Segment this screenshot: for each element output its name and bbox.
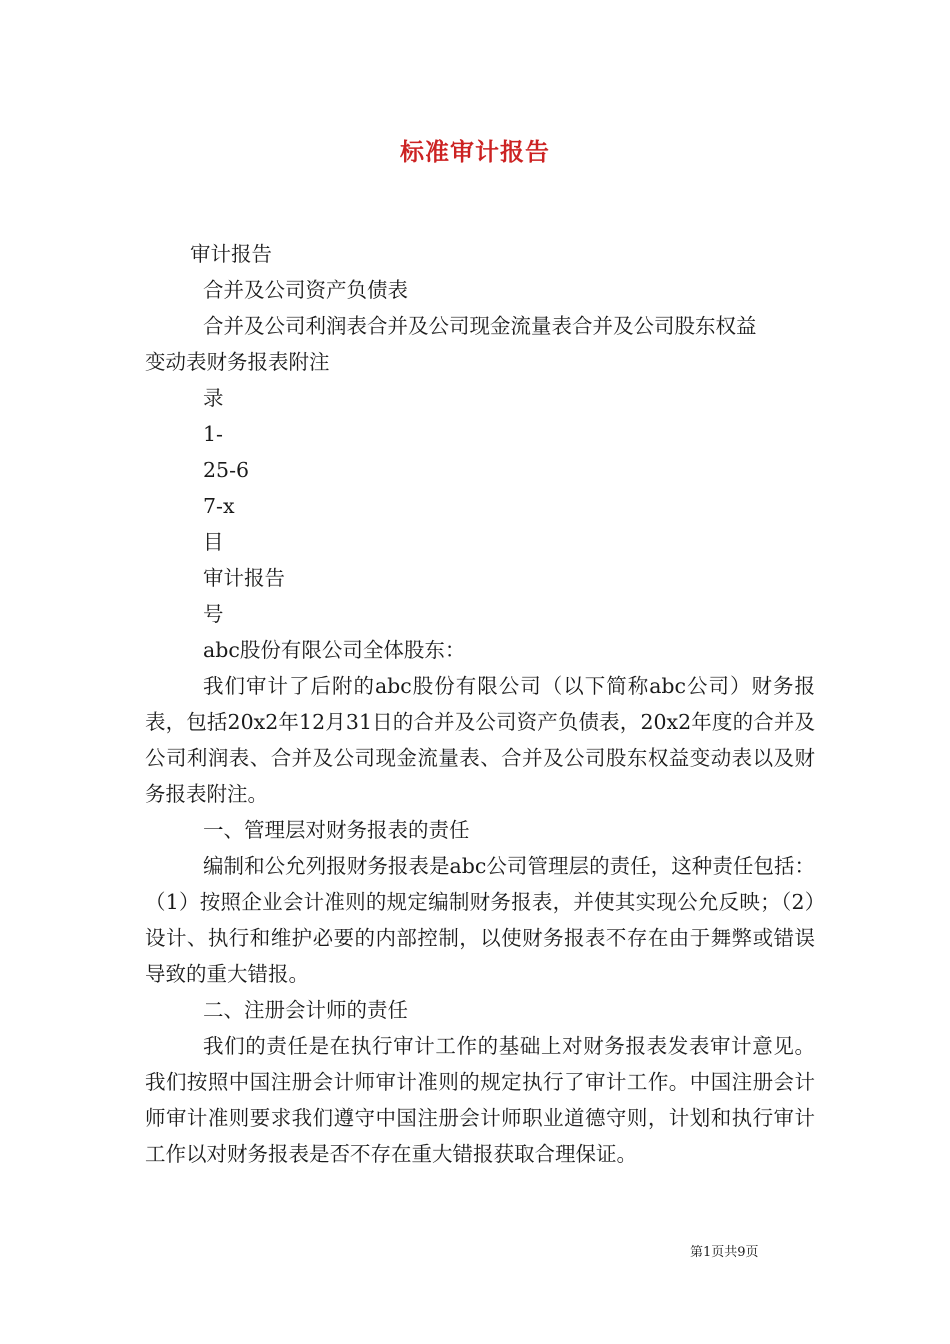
addressee: abc股份有限公司全体股东： [203, 638, 466, 662]
toc-line: 录 [203, 386, 224, 410]
toc-line: 审计报告 [190, 242, 272, 266]
toc-line: 合并及公司利润表合并及公司现金流量表合并及公司股东权益 [203, 314, 757, 338]
toc-line: 审计报告 [203, 566, 285, 590]
document-title: 标准审计报告 [400, 137, 550, 166]
toc-line: 号 [203, 602, 224, 626]
page-number: 第1页共9页 [690, 1245, 759, 1260]
auditor-responsibility-paragraph: 我们的责任是在执行审计工作的基础上对财务报表发表审计意见。我们按照中国注册会计师审计准则的规定执行了审计工作。中国注册会计师审计准则要求我们遵守中国注册会计师职业道德守则，计划和执行审计工作以对财务报表是否不存在重大错报获取合理保证。 [145, 1034, 815, 1166]
toc-line: 25-6 [203, 458, 250, 482]
section-heading: 二、注册会计师的责任 [203, 998, 408, 1022]
toc-line: 1- [203, 422, 223, 446]
toc-line: 7-x [203, 494, 235, 518]
toc-line: 合并及公司资产负债表 [203, 278, 408, 302]
toc-line: 目 [203, 530, 224, 554]
toc-line: 变动表财务报表附注 [145, 350, 330, 374]
intro-paragraph: 我们审计了后附的abc股份有限公司（以下简称abc公司）财务报表，包括20x2年12月31日的合并及公司资产负债表，20x2年度的合并及公司利润表、合并及公司现金流量表、合并及公司股东权益变动表以及财务报表附注。 [145, 674, 815, 806]
management-responsibility-paragraph: 编制和公允列报财务报表是abc公司管理层的责任，这种责任包括：（1）按照企业会计准则的规定编制财务报表，并使其实现公允反映；（2）设计、执行和维护必要的内部控制，以使财务报表不存在由于舞弊或错误导致的重大错报。 [145, 854, 815, 986]
document-body [145, 236, 815, 1172]
section-heading: 一、管理层对财务报表的责任 [203, 818, 470, 842]
